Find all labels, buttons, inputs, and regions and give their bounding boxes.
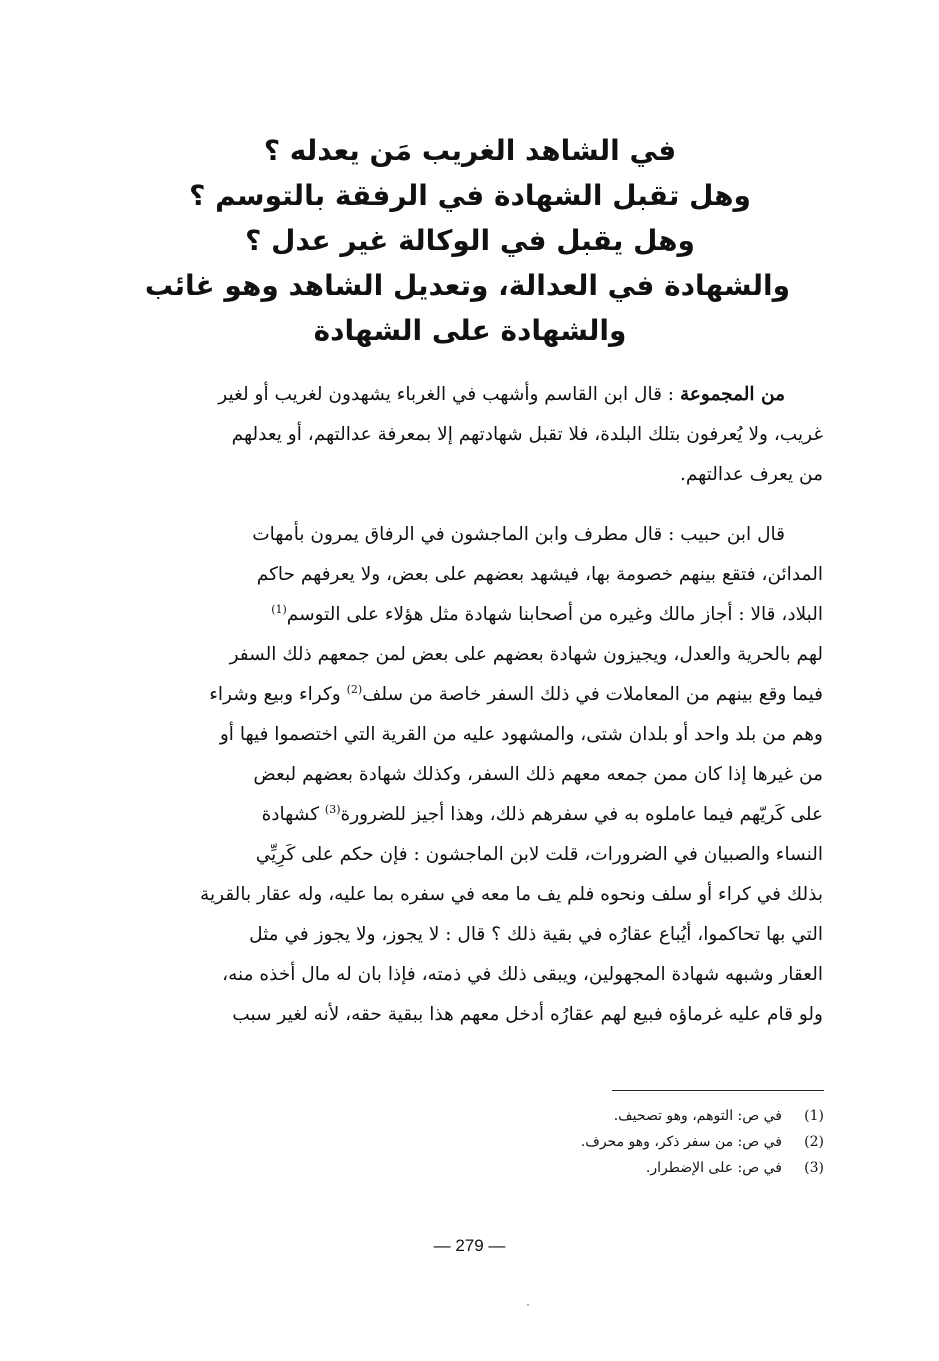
paragraph-2-text	[163, 515, 823, 555]
footnote-text: في ص: على الإضطرار.	[645, 1160, 782, 1176]
paragraph-line: وهم من بلد واحد أو بلدان شتى، والمشهود عليه من القرية التي اختصموا فيها أو	[219, 724, 823, 745]
source-label: من المجموعة	[679, 384, 785, 405]
paragraph-line: ولو قام عليه غرماؤه فبيع لهم عقارُه أدخل معهم هذا ببقية حقه، لأنه لغير سبب	[232, 1004, 823, 1025]
heading-line: والشهادة على الشهادة	[313, 314, 627, 347]
chapter-heading	[144, 128, 790, 353]
paragraph-line: التي بها تحاكموا، أيُباع عقارُه في بقية ذلك ؟ قال : لا يجوز، ولا يجوز في مثل	[249, 924, 823, 945]
footnote-ref-1[interactable]: (1)	[271, 602, 287, 616]
paragraph-line	[163, 795, 823, 835]
paragraph-line	[163, 675, 823, 715]
footnote-number: (2)	[804, 1134, 824, 1150]
paragraph-line-text: فيما وقع بينهم من المعاملات في ذلك السفر خاصة من سلف	[362, 684, 823, 705]
heading-line: في الشاهد الغريب مَن يعدله ؟	[263, 134, 677, 167]
footnote-ref-3[interactable]: (3)	[324, 802, 341, 816]
footnote-text: في ص: التوهم، وهو تصحيف.	[613, 1108, 782, 1124]
footnote-1	[430, 1103, 824, 1129]
scan-speck	[527, 1304, 529, 1306]
paragraph-line: لهم بالحرية والعدل، ويجيزون شهادة بعضهم على بعض لمن جمعهم ذلك السفر	[229, 644, 823, 665]
heading-line: وهل تقبل الشهادة في الرفقة بالتوسم ؟	[189, 179, 751, 212]
paragraph-line	[163, 595, 823, 635]
paragraph-1	[163, 375, 823, 495]
paragraph-line: غريب، ولا يُعرفون بتلك البلدة، فلا تقبل شهادتهم إلا بمعرفة عدالتهم، أو يعدلهم	[231, 424, 823, 445]
footnote-2	[430, 1129, 824, 1155]
paragraph-line: المدائن، فتقع بينهم خصومة بها، فيشهد بعضهم على بعض، ولا يعرفهم حاكم	[256, 564, 823, 585]
footnote-text: في ص: من سفر ذكر، وهو محرف.	[580, 1134, 782, 1150]
paragraph-line: بذلك في كراء أو سلف ونحوه فلم يف ما معه في سفره بما عليه، وله عقار بالقرية	[200, 884, 823, 905]
footnote-number: (1)	[804, 1108, 824, 1124]
footnotes	[430, 1103, 824, 1181]
footnote-divider	[612, 1090, 824, 1091]
paragraph-line: العقار وشبهه شهادة المجهولين، ويبقى ذلك في ذمته، فإذا بان له مال أخذه منه،	[222, 964, 823, 985]
paragraph-line: النساء والصبيان في الضرورات، قلت لابن الماجشون : فإن حكم على كَرِيِّي	[255, 844, 823, 865]
paragraph-line-text: : قال ابن القاسم وأشهب في الغرباء يشهدون لغريب أو لغير	[218, 384, 680, 405]
paragraph-line: من يعرف عدالتهم.	[679, 464, 823, 485]
footnote-3	[430, 1155, 824, 1181]
paragraph-line: قال ابن حبيب : قال مطرف وابن الماجشون في الرفاق يمرون بأمهات	[252, 524, 785, 545]
paragraph-2	[163, 515, 823, 1035]
paragraph-1-text	[163, 375, 823, 415]
footnote-ref-2[interactable]: (2)	[346, 682, 363, 696]
page-number: — 279 —	[433, 1236, 506, 1255]
heading-line: والشهادة في العدالة، وتعديل الشاهد وهو غائب	[144, 269, 790, 302]
paragraph-line-text: البلاد، قالا : أجاز مالك وغيره من أصحابنا شهادة مثل هؤلاء على التوسم	[286, 604, 823, 625]
heading-line: وهل يقبل في الوكالة غير عدل ؟	[245, 224, 695, 257]
paragraph-line	[163, 375, 823, 415]
paragraph-line-text: وكراء وبيع وشراء	[209, 684, 347, 705]
paragraph-line: من غيرها إذا كان ممن جمعه معهم ذلك السفر، وكذلك شهادة بعضهم لبعض	[253, 764, 823, 785]
footnote-number: (3)	[804, 1160, 824, 1176]
paragraph-line-text: على كَريّهم فيما عاملوه به في سفرهم ذلك، وهذا أجيز للضرورة	[340, 804, 823, 825]
paragraph-line-text: كشهادة	[261, 804, 325, 825]
